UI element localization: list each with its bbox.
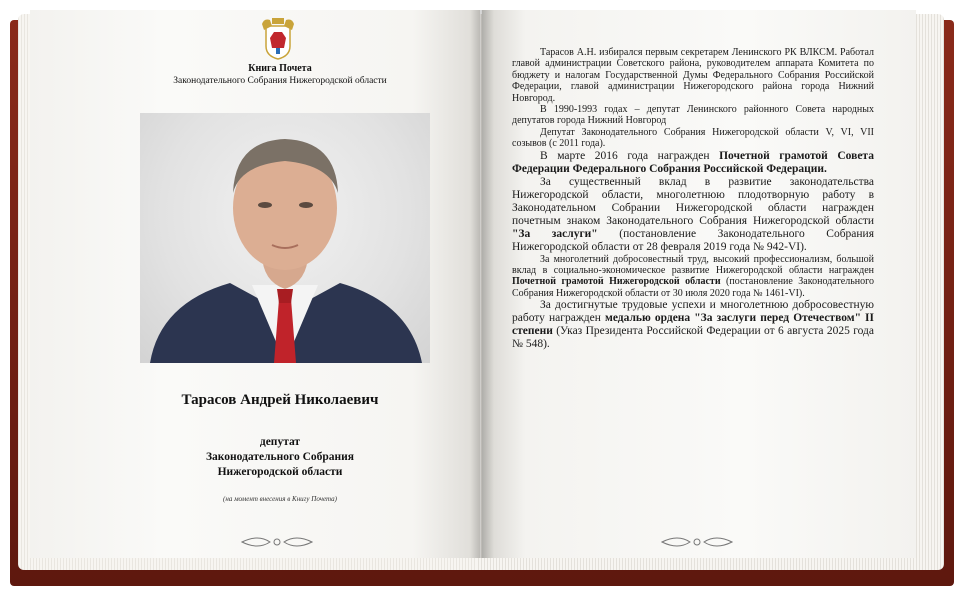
bio-paragraph: В 1990-1993 годах – депутат Ленинского районного Совета народных депутатов города Нижний Новгород	[512, 104, 874, 127]
bio-paragraph	[512, 299, 874, 351]
ornament-icon	[240, 534, 314, 550]
right-page	[482, 10, 916, 558]
role-line: Законодательного Собрания	[205, 451, 354, 463]
award-text: За существенный вклад в развитие законодательства Нижегородской области, многолетнюю плодотворную работу в Законодательном Собрании Нижегородской области награжден почетным знаком Законодательного Собрания Нижегородской области	[512, 175, 874, 227]
ornament-icon	[660, 534, 734, 550]
portrait-illustration	[140, 113, 430, 363]
person-name: Тарасов Андрей Николаевич	[181, 392, 379, 408]
book-spine-shadow	[470, 10, 494, 558]
person-role	[90, 435, 470, 480]
bio-paragraph	[512, 150, 874, 176]
award-name: Почетной грамотой Совета Федерации Федерального Собрания Российской Федерации.	[512, 149, 874, 175]
award-name: "За заслуги"	[512, 227, 598, 240]
left-page	[30, 10, 480, 558]
bio-paragraph: Депутат Законодательного Собрания Нижегородской области V, VI, VII созывов (с 2011 года).	[512, 126, 874, 150]
bio-paragraph	[512, 176, 874, 254]
role-line: Нижегородской области	[217, 466, 343, 478]
role-line: депутат	[259, 436, 301, 448]
bio-paragraph	[512, 254, 874, 300]
biography-text	[512, 47, 874, 351]
inclusion-note: (на момент внесения в Книгу Почета)	[223, 495, 337, 503]
award-name: Почетной грамотой Нижегородской области	[512, 276, 721, 288]
book-subtitle: Законодательного Собрания Нижегородской области	[173, 76, 387, 86]
award-text: (Указ Президента Российской Федерации от 6 августа 2025 года № 548).	[512, 325, 874, 351]
coat-of-arms-icon	[260, 16, 296, 60]
portrait-photo	[140, 113, 430, 363]
award-text: (постановление Законодательного Собрания Нижегородской области от 30 июля 2020 года № 1461-VI).	[512, 276, 874, 299]
award-text: За многолетний добросовестный труд, высокий профессионализм, большой вклад в социально-экономическое развитие Нижегородской области награжден	[512, 253, 874, 277]
award-text: В марте 2016 года награжден	[540, 149, 720, 162]
book-title: Книга Почета	[248, 63, 312, 74]
award-text: (постановление Законодательного Собрания Нижегородской области от 28 февраля 2019 года № 942-VI).	[512, 227, 874, 253]
bio-paragraph: Тарасов А.Н. избирался первым секретарем Ленинского РК ВЛКСМ. Работал главой администрации Советского района, руководителем аппарата Комитета по бюджету и налогам Государственной Думы Федерального Собрания Российской Федерации, главой администрации Нижегородского района города Нижний Новгород.	[512, 47, 874, 104]
award-name: медалью ордена "За заслуги перед Отечеством" II степени	[512, 312, 875, 338]
award-text: За достигнутые трудовые успехи и многолетнюю добросовестную работу награжден	[512, 299, 874, 325]
